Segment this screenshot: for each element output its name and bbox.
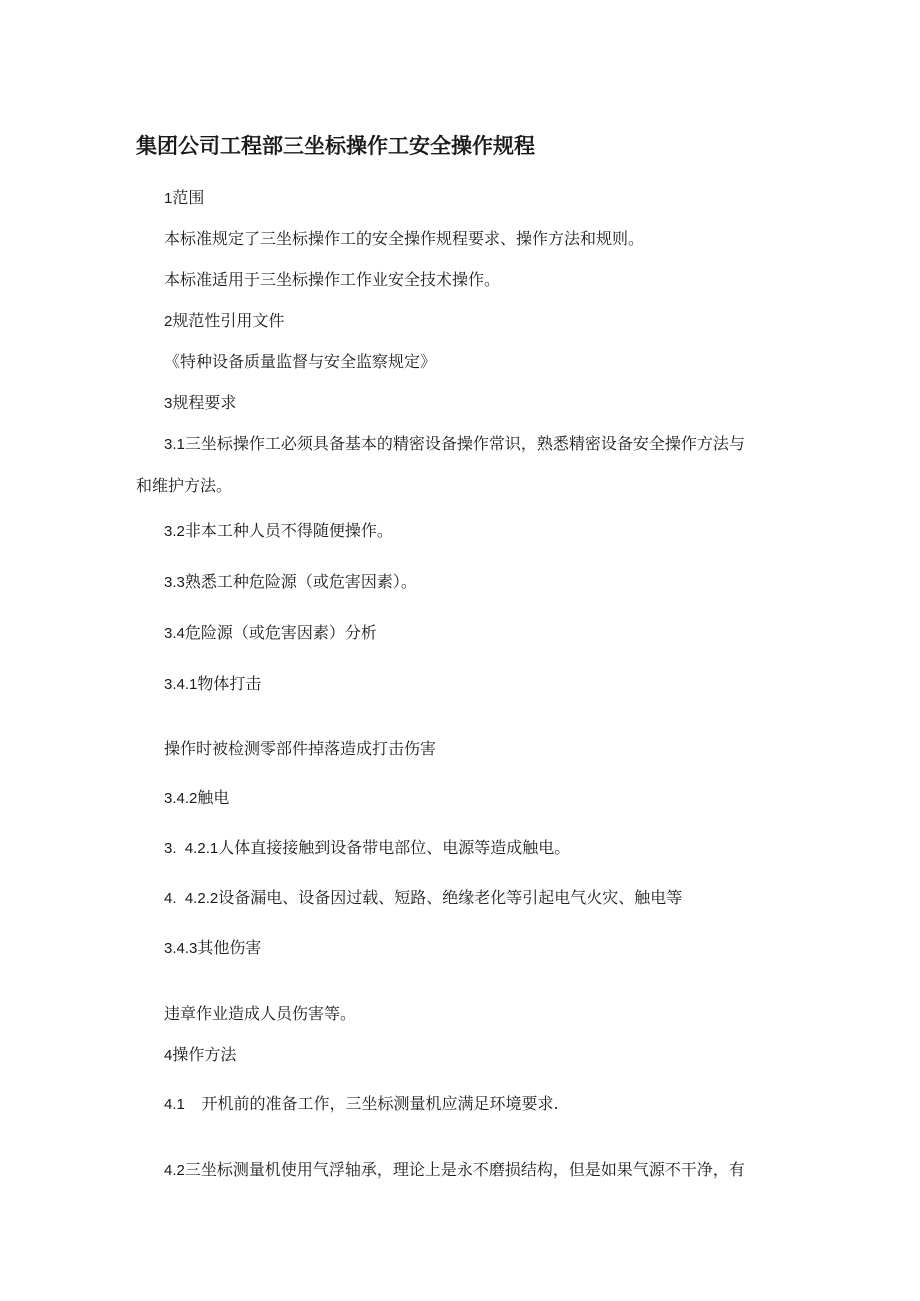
list-item — [164, 888, 682, 909]
section-number: 3. 4.2.1 — [164, 840, 219, 857]
paragraph — [164, 229, 644, 250]
clause — [164, 1094, 559, 1115]
reference-text: 《特种设备质量监督与安全监察规定》 — [164, 352, 437, 371]
clause-text: 危险源（或危害因素）分析 — [184, 623, 377, 642]
subclause-text: 其他伤害 — [197, 938, 262, 957]
section-number: 3 — [164, 395, 173, 412]
section-number: 3.4.2 — [164, 790, 198, 807]
section-text: 规范性引用文件 — [172, 311, 285, 330]
clause-text: 和维护方法。 — [136, 476, 233, 495]
document-title: 集团公司工程部三坐标操作工安全操作规程 — [136, 134, 535, 158]
clause-text: 三坐标操作工必须具备基本的精密设备操作常识，熟悉精密设备安全操作方法与 — [184, 434, 745, 453]
clause-text: 开机前的准备工作，三坐标测量机应满足环境要求. — [201, 1094, 559, 1113]
section-number: 3.1 — [164, 436, 185, 453]
paragraph-text: 操作时被检测零部件掉落造成打击伤害 — [164, 739, 437, 758]
section-number: 2 — [164, 313, 173, 330]
subclause — [164, 674, 261, 695]
section-heading — [164, 188, 204, 209]
list-item — [164, 838, 570, 859]
clause — [164, 572, 417, 593]
subclause — [164, 788, 229, 809]
clause — [164, 521, 393, 542]
section-heading — [164, 311, 284, 332]
paragraph-text: 本标准规定了三坐标操作工的安全操作规程要求、操作方法和规则。 — [164, 229, 645, 248]
clause-text: 熟悉工种危险源（或危害因素）。 — [184, 572, 417, 591]
section-number: 4. 4.2.2 — [164, 890, 219, 907]
section-number: 3.4.3 — [164, 940, 198, 957]
list-item-text: 人体直接接触到设备带电部位、电源等造成触电。 — [218, 838, 571, 857]
subclause-text: 物体打击 — [197, 674, 262, 693]
section-number: 3.4.1 — [164, 676, 198, 693]
clause — [164, 623, 377, 644]
section-number: 4.2 — [164, 1162, 185, 1179]
subclause-text: 触电 — [197, 788, 230, 807]
section-number: 4 — [164, 1047, 173, 1064]
clause-text: 非本工种人员不得随便操作。 — [184, 521, 393, 540]
section-text: 操作方法 — [172, 1045, 237, 1064]
section-number: 3.2 — [164, 523, 185, 540]
section-number: 3.3 — [164, 574, 185, 591]
list-item-text: 设备漏电、设备因过载、短路、绝缘老化等引起电气火灾、触电等 — [218, 888, 683, 907]
reference-item — [164, 352, 436, 373]
section-number: 1 — [164, 190, 173, 207]
section-number: 4.1 — [164, 1096, 202, 1113]
paragraph — [164, 270, 500, 291]
paragraph — [164, 739, 436, 760]
clause — [164, 434, 745, 455]
section-number: 3.4 — [164, 625, 185, 642]
section-text: 范围 — [172, 188, 205, 207]
section-heading — [164, 1045, 236, 1066]
subclause — [164, 938, 261, 959]
paragraph-text: 违章作业造成人员伤害等。 — [164, 1004, 357, 1023]
paragraph — [164, 1004, 356, 1025]
clause-continuation — [136, 476, 232, 497]
section-text: 规程要求 — [172, 393, 237, 412]
paragraph-text: 本标准适用于三坐标操作工作业安全技术操作。 — [164, 270, 501, 289]
clause — [164, 1160, 745, 1181]
clause-text: 三坐标测量机使用气浮轴承，理论上是永不磨损结构，但是如果气源不干净，有 — [184, 1160, 745, 1179]
section-heading — [164, 393, 236, 414]
